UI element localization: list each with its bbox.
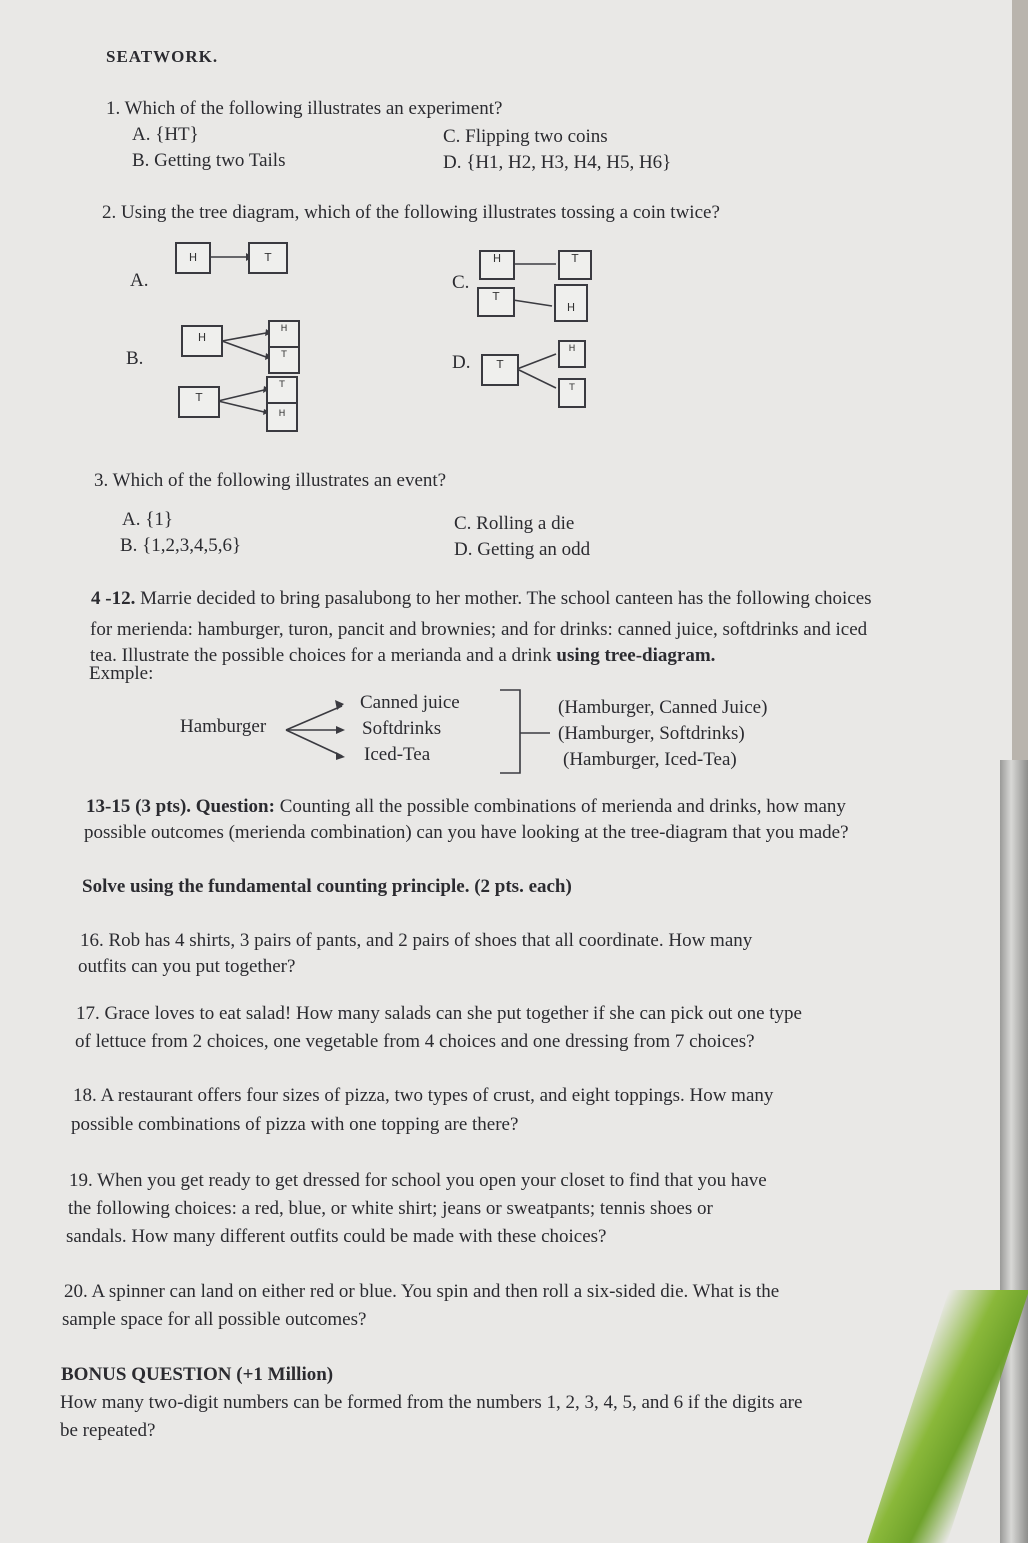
- tree-node-t: T: [248, 242, 288, 274]
- q4-line3-text: tea. Illustrate the possible choices for a merianda and a drink: [90, 645, 557, 666]
- outcome-2: (Hamburger, Softdrinks): [558, 723, 745, 744]
- q3-option-b: B. {1,2,3,4,5,6}: [120, 535, 242, 556]
- q19-line1: 19. When you get ready to get dressed for school you open your closet to find that you have: [69, 1170, 767, 1191]
- q1-option-d: D. {H1, H2, H3, H4, H5, H6}: [443, 152, 672, 173]
- q1-option-b: B. Getting two Tails: [132, 150, 286, 171]
- tree-node-t: T: [477, 287, 515, 317]
- q13-line2: possible outcomes (merienda combination) can you have looking at the tree-diagram that you made?: [84, 822, 849, 843]
- q4-line1: [91, 588, 872, 610]
- bonus-line1: How many two-digit numbers can be formed from the numbers 1, 2, 3, 4, 5, and 6 if the digits are: [60, 1392, 803, 1413]
- tree-node-t: T: [268, 346, 300, 374]
- tree-node-h: H: [268, 320, 300, 348]
- q4-line3-bold: using tree-diagram.: [556, 645, 716, 666]
- outcome-1: (Hamburger, Canned Juice): [558, 697, 768, 718]
- q18-line1: 18. A restaurant offers four sizes of pizza, two types of crust, and eight toppings. How many: [73, 1085, 774, 1106]
- q1-question: 1. Which of the following illustrates an experiment?: [106, 98, 503, 119]
- q16-line2: outfits can you put together?: [78, 956, 296, 977]
- q4-number: 4 -12.: [91, 588, 136, 609]
- q13-bold: 13-15 (3 pts). Question:: [86, 796, 275, 817]
- tree-node-h: H: [181, 325, 223, 357]
- bonus-line2: be repeated?: [60, 1420, 156, 1441]
- outcome-3: (Hamburger, Iced-Tea): [563, 749, 737, 770]
- q3-option-a: A. {1}: [122, 509, 173, 530]
- q3-option-d: D. Getting an odd: [454, 539, 591, 560]
- tree-node-t: T: [558, 378, 586, 408]
- q17-line1: 17. Grace loves to eat salad! How many salads can she put together if she can pick out one type: [76, 1003, 802, 1024]
- q20-line2: sample space for all possible outcomes?: [62, 1309, 367, 1330]
- tree-node-t: T: [266, 376, 298, 404]
- q2-label-d: D.: [452, 352, 471, 373]
- tree-node-h: H: [175, 242, 211, 274]
- q17-line2: of lettuce from 2 choices, one vegetable from 4 choices and one dressing from 7 choices?: [75, 1031, 755, 1052]
- q2-question: 2. Using the tree diagram, which of the following illustrates tossing a coin twice?: [102, 202, 720, 223]
- tree-root-hamburger: Hamburger: [180, 716, 267, 737]
- bonus-title: BONUS QUESTION (+1 Million): [61, 1364, 334, 1385]
- worksheet-title: SEATWORK.: [106, 47, 219, 66]
- tree-node-t: T: [481, 354, 519, 386]
- q20-line1: 20. A spinner can land on either red or blue. You spin and then roll a six-sided die. What is the: [64, 1281, 780, 1302]
- tree-branch-softdrinks: Softdrinks: [362, 718, 442, 739]
- q3-option-c: C. Rolling a die: [454, 513, 575, 534]
- pen-body: [1000, 760, 1028, 1543]
- q16-line1: 16. Rob has 4 shirts, 3 pairs of pants, and 2 pairs of shoes that all coordinate. How many: [80, 930, 753, 951]
- q1-option-c: C. Flipping two coins: [443, 126, 608, 147]
- q19-line3: sandals. How many different outfits could be made with these choices?: [66, 1226, 607, 1247]
- tree-node-t: T: [558, 250, 592, 280]
- q2-label-a: A.: [130, 270, 149, 291]
- tree-node-t: T: [178, 386, 220, 418]
- q3-question: 3. Which of the following illustrates an event?: [94, 470, 447, 491]
- q19-line2: the following choices: a red, blue, or white shirt; jeans or sweatpants; tennis shoes or: [68, 1198, 713, 1219]
- tree-node-h: H: [558, 340, 586, 368]
- q4-line2: for merienda: hamburger, turon, pancit and brownies; and for drinks: canned juice, softdrinks and iced: [90, 619, 868, 640]
- q13-line1: [86, 796, 846, 818]
- section-heading: Solve using the fundamental counting principle. (2 pts. each): [82, 876, 572, 897]
- q13-line1-text: Counting all the possible combinations of merienda and drinks, how many: [274, 796, 846, 817]
- example-label: Exmple:: [89, 663, 154, 684]
- q4-line1-text: Marrie decided to bring pasalubong to her mother. The school canteen has the following choices: [135, 588, 872, 609]
- tree-branch-canned-juice: Canned juice: [360, 692, 460, 713]
- tree-node-h: H: [479, 250, 515, 280]
- q2-label-b: B.: [126, 348, 144, 369]
- q18-line2: possible combinations of pizza with one topping are there?: [71, 1114, 519, 1135]
- q4-line3: [90, 645, 715, 667]
- q2-label-c: C.: [452, 272, 470, 293]
- tree-branch-iced-tea: Iced-Tea: [364, 744, 431, 765]
- tree-node-h: H: [266, 402, 298, 432]
- q1-option-a: A. {HT}: [132, 124, 199, 145]
- tree-node-h: H: [554, 284, 588, 322]
